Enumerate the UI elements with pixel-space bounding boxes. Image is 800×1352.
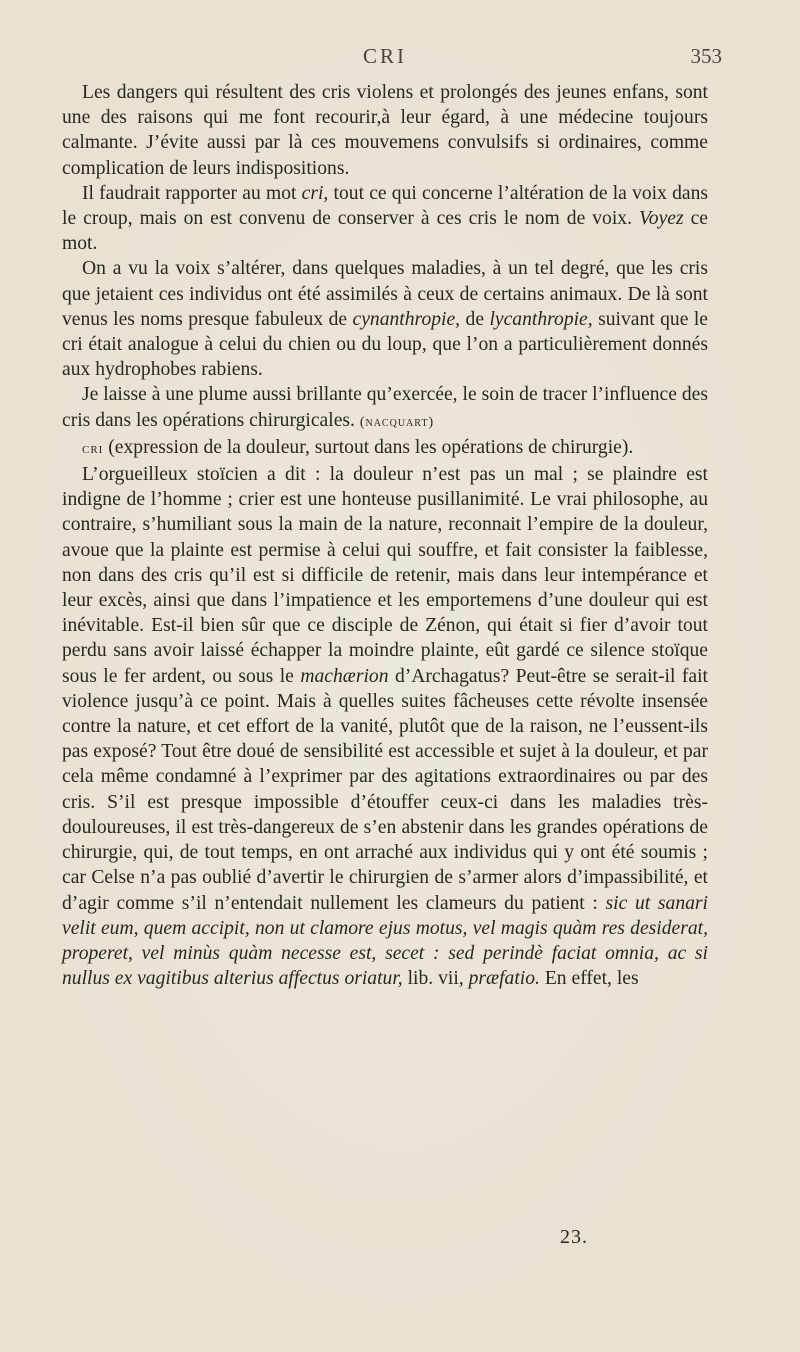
paragraph-dangers-text: Les dangers qui résultent des cris violens et prolongés des jeunes enfans, sont une des raisons qui me font recourir,à leur égard, à une médecine toujours calmante. J’évite aussi par là ces mouvemens convulsifs si ordinaires, comme complication de leurs indispositions. [62,82,708,179]
paragraph-animals-text-1: On a vu la voix s’altérer, dans quelques maladies, à un tel degré, que les cris que jetaient ces individus ont été assimilés à ceux de certains animaux. De là sont venus les noms presque fabuleux de [62,258,708,330]
running-head-title: CRI [362,44,407,68]
paragraph-croup-text-1: Il faudrait rapporter au mot [82,182,297,204]
paragraph-stoic-latin-quote: sic ut sanari velit eum, quem accipit, non ut clamore ejus motus, vel magis quàm res desiderat, properet, vel minùs quàm necesse est, secet : sed perindè faciat omnia, ac si nullus ex vagitibus alterius affectus oriatur, [62,892,708,990]
paragraph-animals-italic-cynanthropie: cynanthropie, [352,308,461,330]
paragraph-stoic-text-2: d’Archagatus? Peut-être se serait-il fait violence jusqu’à ce point. Mais à quelles suites fâcheuses cette révolte insensée contre la nature, et cet effort de la vanité, plutôt que de la raison, ne l’eussent-ils pas exposé? Tout être doué de sensibilité est accessible et sujet à la douleur, et par cela même condamné à l’exprimer par des agitations extraordinaires ou par des cris. S’il est presque impossible d’étouffer ceux-ci dans les maladies très-douloureuses, il est très-dangereux de s’en abstenir dans les grandes opérations de chirurgie, qui, de tout temps, en ont arraché aux individus qui y ont été soumis ; car Celse n’a pas oublié d’avertir le chirurgien de s’armer alors d’impassibilité, et d’agir comme s’il n’entendait nullement les clameurs du patient : [62,665,708,914]
paragraph-croup-italic-voyez: Voyez [638,208,684,230]
paragraph-croup-text-2: tout ce qui concerne l’altération de la voix dans le croup, mais on est convenu de conserver à ces cris le nom de voix. [62,182,709,230]
paragraph-animals-italic-lycanthropie: lycanthropie, [489,308,593,330]
paragraph-animals-text-2: de [465,308,485,330]
paragraph-stoic-citation: lib. vii, [407,968,464,990]
running-head [62,44,722,80]
paragraph-animals [62,256,708,382]
paragraph-plume [62,382,708,434]
paragraph-plume-text: Je laisse à une plume aussi brillante qu’exercée, le soin de tracer l’influence des cris dans les opérations chirurgicales. [62,384,708,431]
paragraph-croup [62,181,708,257]
page-number: 353 [690,44,722,68]
paragraph-dangers [62,80,708,181]
entry-heading-paragraph [62,435,708,462]
paragraph-stoic-text-3: En effet, les [544,968,639,990]
paragraph-croup-text-3: ce mot. [62,208,708,255]
paragraph-stoic-italic-machaerion: machærion [300,665,389,687]
paragraph-animals-text-3: suivant que le cri était analogue à celui du chien ou du loup, que l’on a particulièrement donnés aux hydrophobes rabiens. [62,308,708,381]
signature-mark: 23. [560,1226,588,1248]
paragraph-croup-italic-cri: cri, [301,182,329,204]
paragraph-stoic [62,462,708,991]
author-attribution: (nacquart) [359,414,435,430]
entry-headword: cri [82,440,104,457]
paragraph-stoic-text-1: L’orgueilleux stoïcien a dit : la douleur n’est pas un mal ; se plaindre est indigne de l’homme ; crier est une honteuse pusillanimité. Le vrai philosophe, au contraire, s’humiliant sous la main de la nature, reconnait l’empire de la douleur, avoue que la plainte est permise à celui qui souffre, et fait consister la faiblesse, non dans des cris qu’il est si difficile de retenir, mais dans leur intempérance et leur excès, ainsi que dans l’impatience et les emportemens d’une douleur qui est inévitable. Est-il bien sûr que ce disciple de Zénon, qui était si fier d’avoir tout perdu sans avoir laissé échapper la moindre plainte, eût gardé ce silence stoïque sous le fer ardent, ou sous le [62,464,708,687]
entry-heading-text: (expression de la douleur, surtout dans les opérations de chirurgie). [108,436,634,458]
paragraph-stoic-italic-praefatio: præfatio. [468,968,540,990]
body-text [62,80,708,991]
